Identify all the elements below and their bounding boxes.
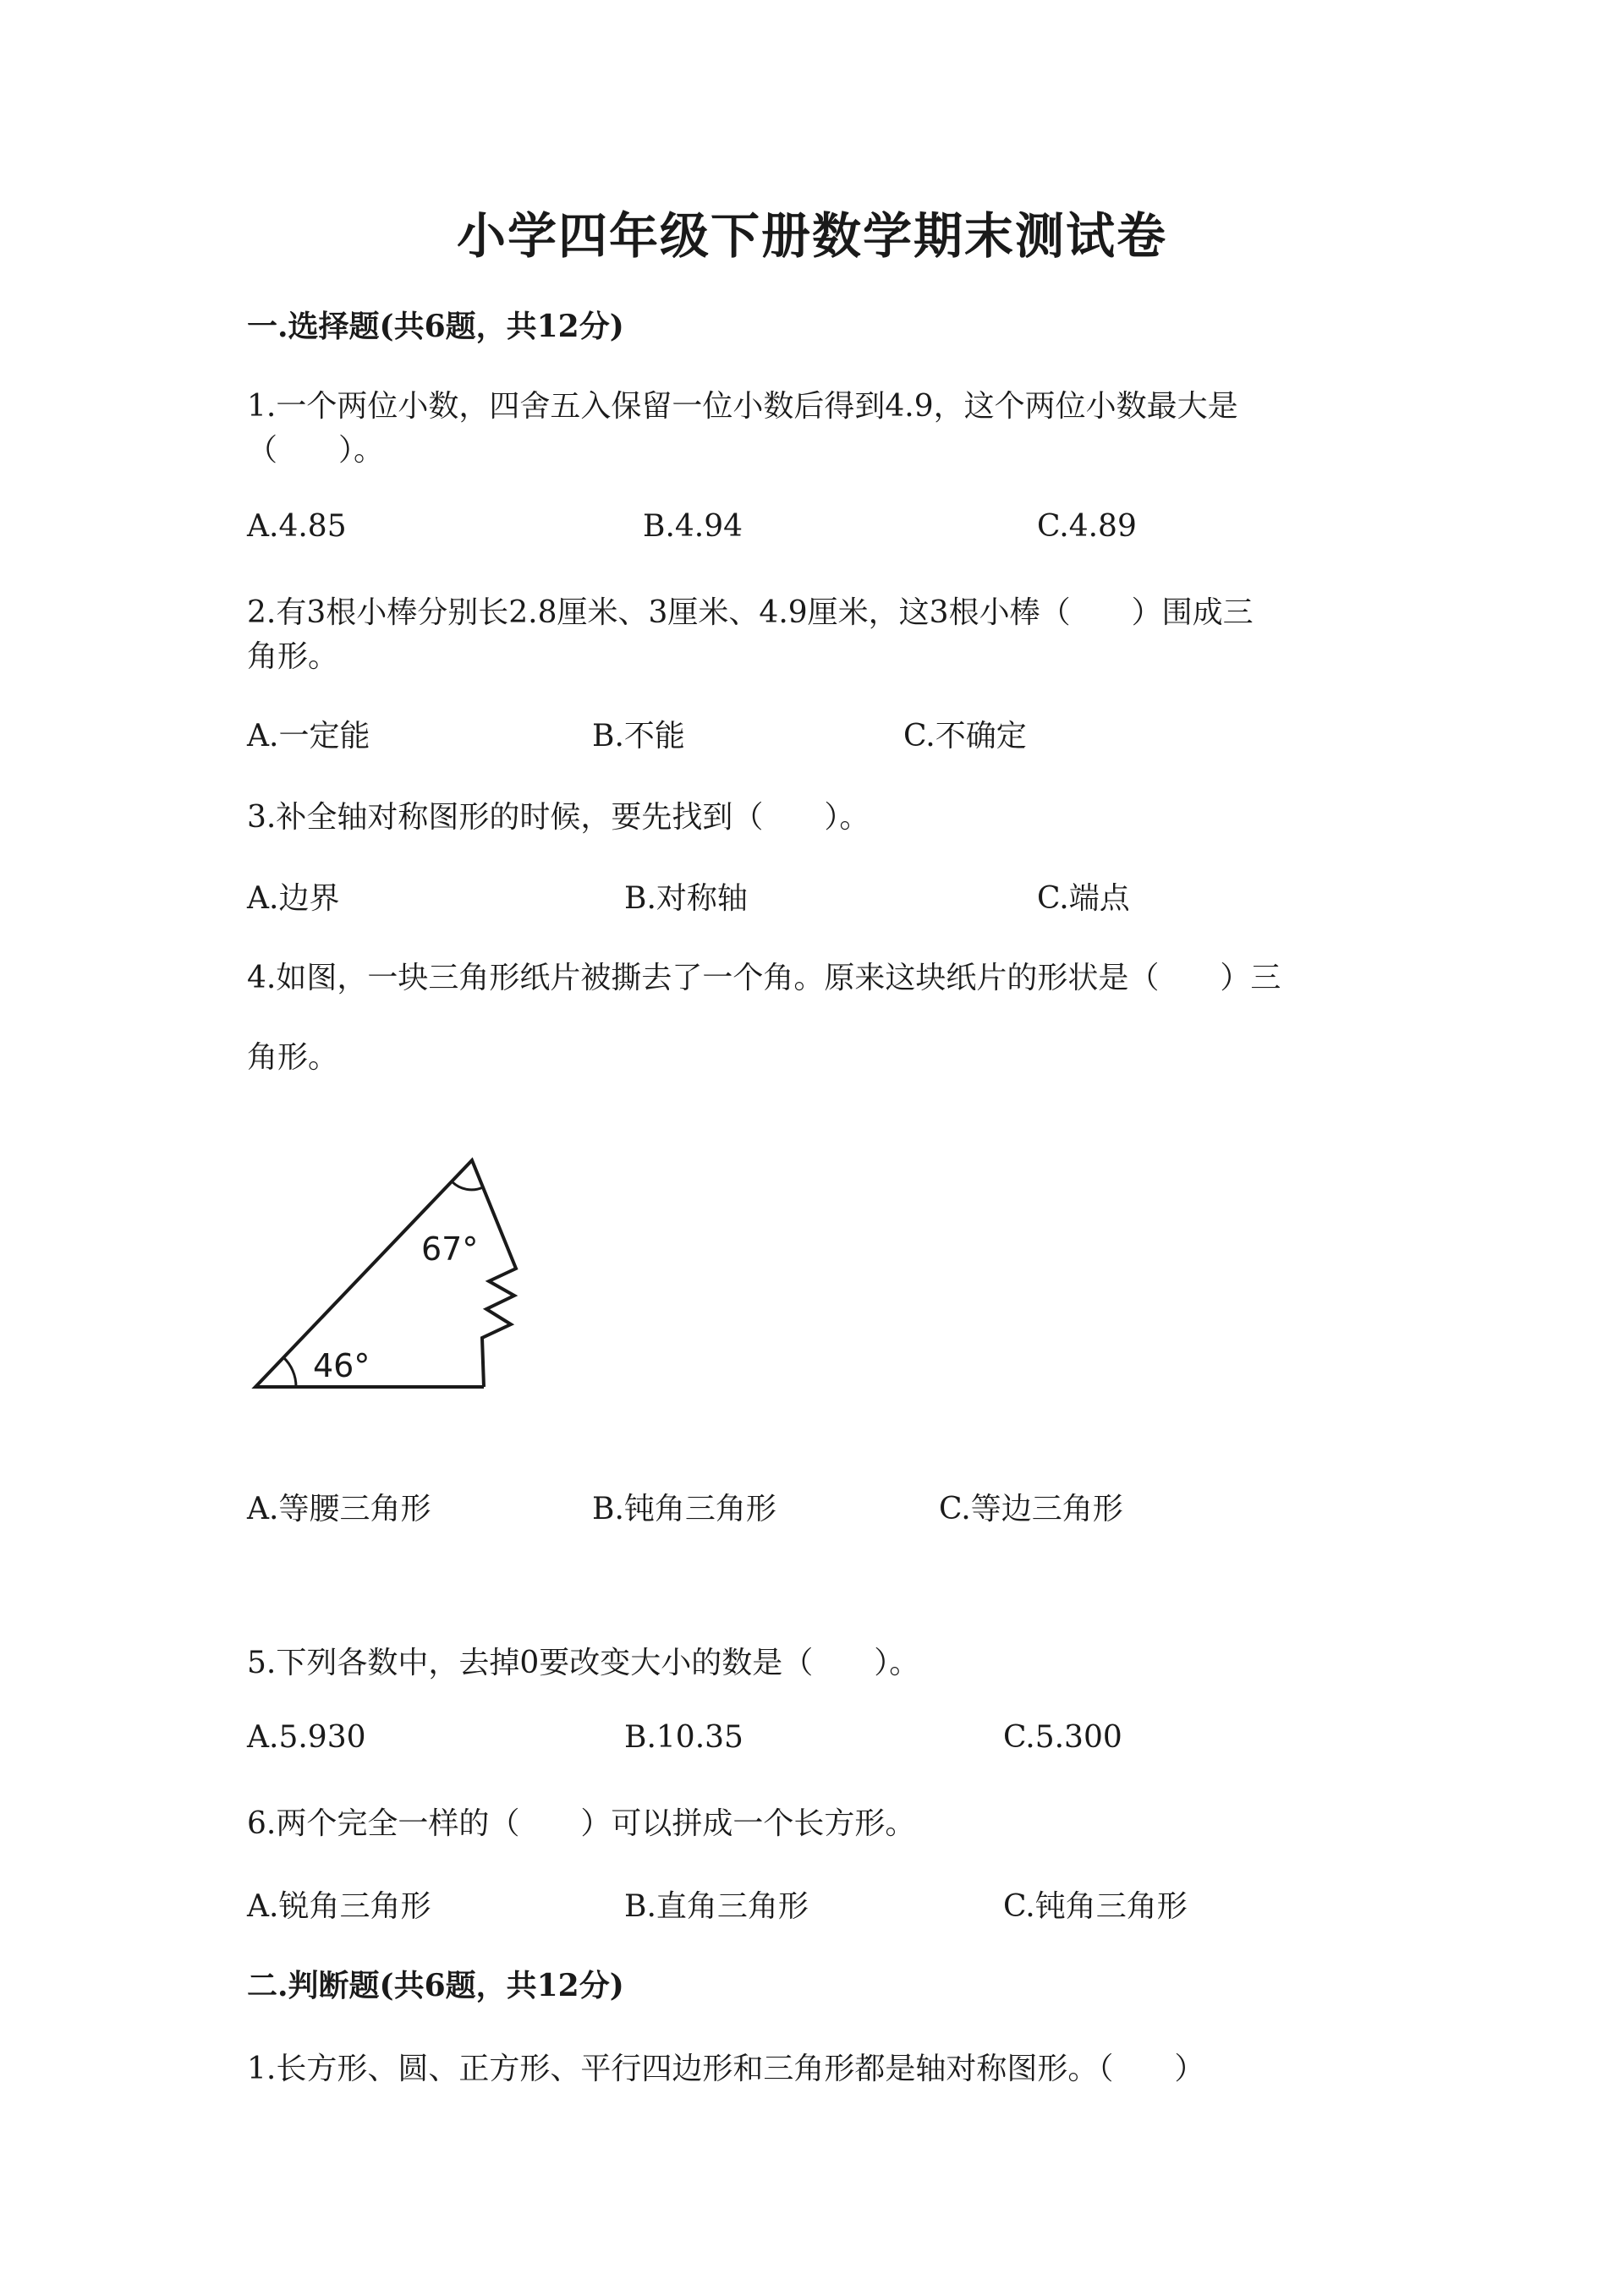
torn-triangle-outline <box>255 1160 516 1387</box>
question-6-option-b[interactable]: B.直角三角形 <box>624 1889 809 1924</box>
question-5-option-c[interactable]: C.5.300 <box>1003 1720 1122 1755</box>
question-5-option-a[interactable]: A.5.930 <box>247 1720 366 1755</box>
angle-arc-top <box>452 1181 483 1190</box>
section-heading-judgement: 二.判断题(共6题，共12分) <box>247 1968 624 2003</box>
question-6-text: 6.两个完全一样的（ ）可以拼成一个长方形。 <box>247 1806 916 1841</box>
question-6-option-a[interactable]: A.锐角三角形 <box>247 1889 431 1924</box>
angle-arc-left <box>283 1357 296 1387</box>
section-heading-choice: 一.选择题(共6题，共12分) <box>247 309 624 344</box>
question-4-option-a[interactable]: A.等腰三角形 <box>247 1492 431 1526</box>
question-5-text: 5.下列各数中，去掉0要改变大小的数是（ ）。 <box>247 1646 920 1680</box>
question-1-option-c[interactable]: C.4.89 <box>1037 509 1137 544</box>
question-2-option-a[interactable]: A.一定能 <box>247 719 370 753</box>
question-5-option-b[interactable]: B.10.35 <box>624 1720 743 1755</box>
question-1-text: 1.一个两位小数，四舍五入保留一位小数后得到4.9，这个两位小数最大是 <box>247 389 1238 424</box>
question-3-text: 3.补全轴对称图形的时候，要先找到（ ）。 <box>247 800 870 835</box>
question-6-option-c[interactable]: C.钝角三角形 <box>1003 1889 1188 1924</box>
question-3-option-c[interactable]: C.端点 <box>1037 881 1130 916</box>
judgement-1-text: 1.长方形、圆、正方形、平行四边形和三角形都是轴对称图形。（ ） <box>247 2052 1205 2086</box>
question-1-text-cont: （ ）。 <box>247 433 385 468</box>
question-4-text-cont: 角形。 <box>247 1040 339 1075</box>
question-3-option-a[interactable]: A.边界 <box>247 881 340 916</box>
question-3-option-b[interactable]: B.对称轴 <box>624 881 748 916</box>
question-1-option-a[interactable]: A.4.85 <box>247 509 347 544</box>
page-title: 小学四年级下册数学期末测试卷 <box>456 207 1167 265</box>
torn-triangle-figure <box>245 1150 541 1404</box>
angle-label-left: 46° <box>313 1347 370 1384</box>
question-2-text: 2.有3根小棒分别长2.8厘米、3厘米、4.9厘米，这3根小棒（ ）围成三 <box>247 595 1254 630</box>
question-2-option-b[interactable]: B.不能 <box>592 719 685 753</box>
question-2-text-cont: 角形。 <box>247 639 339 674</box>
angle-label-top: 67° <box>421 1230 479 1268</box>
question-4-option-c[interactable]: C.等边三角形 <box>939 1492 1123 1526</box>
question-2-option-c[interactable]: C.不确定 <box>903 719 1027 753</box>
question-4-text: 4.如图，一块三角形纸片被撕去了一个角。原来这块纸片的形状是（ ）三 <box>247 961 1281 995</box>
question-4-option-b[interactable]: B.钝角三角形 <box>592 1492 776 1526</box>
question-1-option-b[interactable]: B.4.94 <box>643 509 743 544</box>
